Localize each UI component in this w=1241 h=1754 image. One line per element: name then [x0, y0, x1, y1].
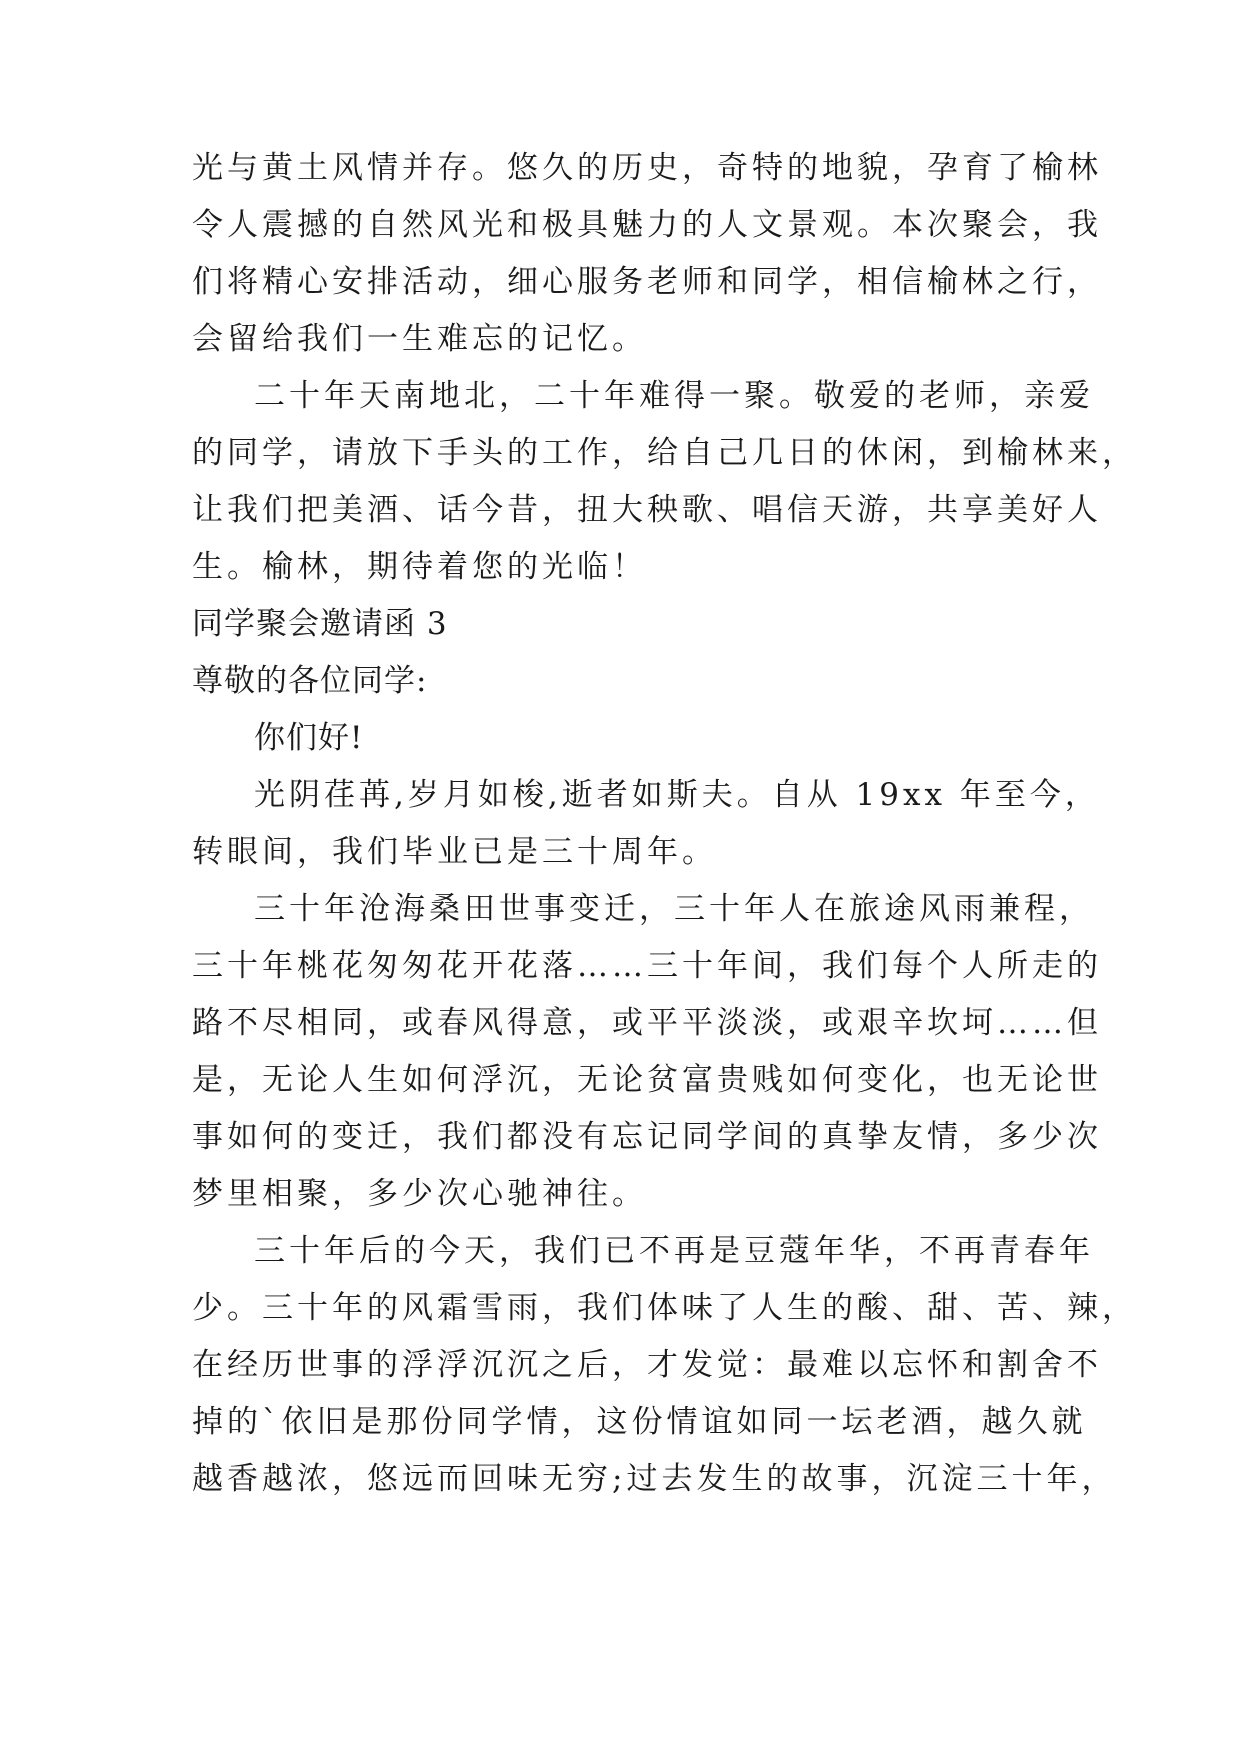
paragraph-line: 掉的`依旧是那份同学情，这份情谊如同一坛老酒，越久就: [192, 1404, 1087, 1440]
paragraph-line: 会留给我们一生难忘的记忆。: [192, 321, 647, 357]
section-heading: 同学聚会邀请函 3: [192, 606, 448, 642]
paragraph-line: 的同学，请放下手头的工作，给自己几日的休闲，到榆林来，: [192, 435, 1137, 471]
paragraph-line: 少。三十年的风霜雪雨，我们体味了人生的酸、甜、苦、辣，: [192, 1290, 1137, 1326]
paragraph-line: 二十年天南地北，二十年难得一聚。敬爱的老师，亲爱: [254, 378, 1094, 414]
paragraph-line: 越香越浓，悠远而回味无穷;过去发生的故事，沉淀三十年，: [192, 1461, 1117, 1497]
greeting: 你们好!: [254, 720, 364, 756]
paragraph-line: 三十年后的今天，我们已不再是豆蔻年华，不再青春年: [254, 1233, 1094, 1269]
paragraph-line: 路不尽相同，或春风得意，或平平淡淡，或艰辛坎坷……但: [192, 1005, 1102, 1041]
paragraph-line: 在经历世事的浮浮沉沉之后，才发觉：最难以忘怀和割舍不: [192, 1347, 1102, 1383]
salutation: 尊敬的各位同学:: [192, 663, 428, 699]
paragraph-line: 让我们把美酒、话今昔，扭大秧歌、唱信天游，共享美好人: [192, 492, 1102, 528]
paragraph-line: 三十年桃花匆匆花开花落……三十年间，我们每个人所走的: [192, 948, 1102, 984]
paragraph-line: 生。榆林，期待着您的光临！: [192, 549, 647, 585]
paragraph-line: 三十年沧海桑田世事变迁，三十年人在旅途风雨兼程，: [254, 891, 1094, 927]
paragraph-line: 令人震撼的自然风光和极具魅力的人文景观。本次聚会，我: [192, 207, 1102, 243]
paragraph-line: 事如何的变迁，我们都没有忘记同学间的真挚友情，多少次: [192, 1119, 1102, 1155]
paragraph-line: 光阴荏苒,岁月如梭,逝者如斯夫。自从 19xx 年至今，: [254, 777, 1100, 813]
paragraph-line: 是，无论人生如何浮沉，无论贫富贵贱如何变化，也无论世: [192, 1062, 1102, 1098]
paragraph-line: 梦里相聚，多少次心驰神往。: [192, 1176, 647, 1212]
paragraph-line: 转眼间，我们毕业已是三十周年。: [192, 834, 717, 870]
paragraph-line: 们将精心安排活动，细心服务老师和同学，相信榆林之行，: [192, 264, 1102, 300]
paragraph-line: 光与黄土风情并存。悠久的历史，奇特的地貌，孕育了榆林: [192, 150, 1102, 186]
